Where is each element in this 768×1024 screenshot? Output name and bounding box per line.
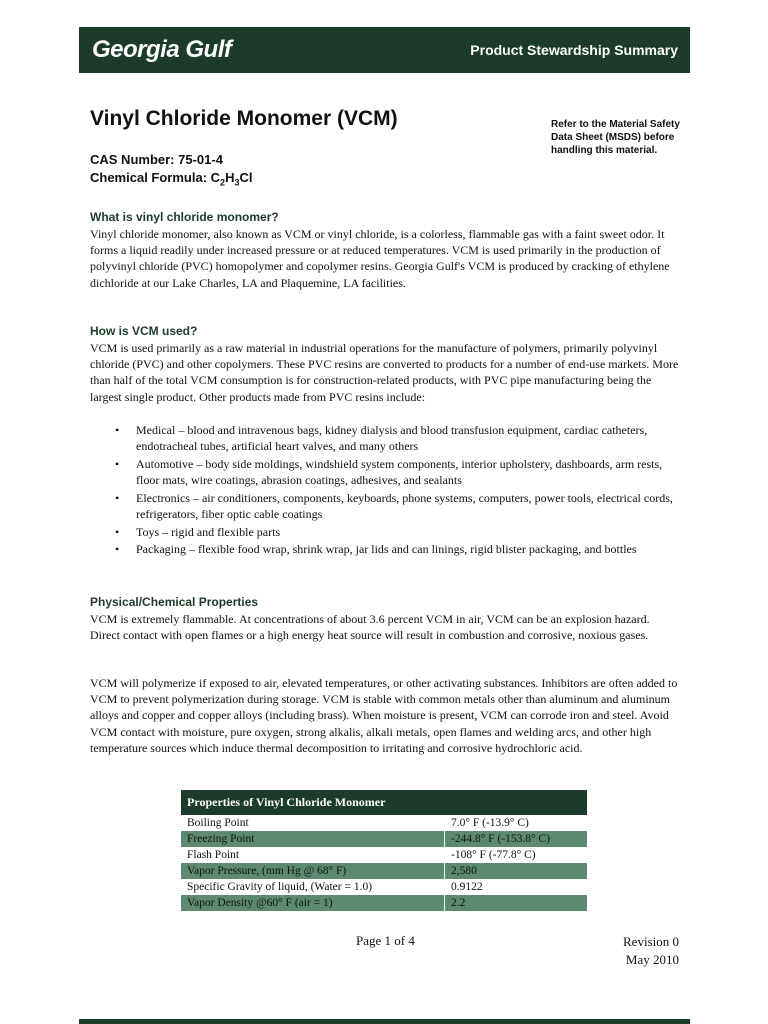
bullet-icon: • [115,423,120,437]
list-item-text: Automotive – body side moldings, windshield system components, interior upholstery, dashboards, arm rests, floor mats, wire coatings, abrasion coatings, adhesives, and sealants [136,456,663,488]
list-item [90,456,680,488]
formula-rest: Cl [239,170,253,185]
section-heading-what: What is vinyl chloride monomer? [90,210,279,224]
cas-number: CAS Number: 75-01-4 [90,152,223,167]
table-row [181,895,587,911]
table-row [181,831,587,847]
document-title: Vinyl Chloride Monomer (VCM) [90,107,398,130]
header-title: Product Stewardship Summary [470,42,678,58]
property-value: -108° F (-77.8° C) [445,847,588,863]
section-body-physical-2: VCM will polymerize if exposed to air, elevated temperatures, or other activating substances. Inhibitors are often added to VCM to prevent polymerization during storage. VCM is stable with common metals other than aluminum and aluminum alloys and copper and copper alloys (including brass). When moisture is present, VCM can corrode iron and steel. Avoid VCM contact with moisture, pure oxygen, strong alkalis, alkali metals, open flames and welding arcs, and other high temperature sources which induce thermal decomposition to irritating and corrosive hydrochloric acid. [90,676,678,755]
table-row [181,815,587,831]
revision-date: May 2010 [625,952,679,967]
section-body-physical-1: VCM is extremely flammable. At concentrations of about 3.6 percent VCM in air, VCM can be an explosion hazard. Direct contact with open flames or a high energy heat source will result in combustion and corrosive, noxious gases. [90,612,650,643]
header-bar [79,27,690,73]
property-value: 0.9122 [445,879,588,895]
chemical-formula [90,170,252,188]
section-heading-how: How is VCM used? [90,324,198,338]
bullet-icon: • [115,542,120,557]
formula-c-sub: 2 [220,177,226,188]
formula-label: Chemical Formula: [90,170,208,185]
revision-info [623,933,679,969]
footer-divider [79,1019,690,1024]
table-row [181,863,587,879]
section-body-what: Vinyl chloride monomer, also known as VCM or vinyl chloride, is a colorless, flammable gas with a faint sweet odor. It forms a liquid readily under increased pressure or at reduced temperatures. VCM is used primarily in the production of polyvinyl chloride (PVC) homopolymer and copolymer resins. Georgia Gulf's VCM is produced by cracking of ethylene dichloride at our Lake Charles, LA and Plaquemine, LA facilities. [90,227,670,290]
table-row [181,847,587,863]
properties-table [181,790,587,911]
property-value: 2.2 [445,895,588,911]
bullet-icon: • [115,456,120,471]
list-item [90,541,680,557]
property-value: 2,580 [445,863,588,879]
table-header-row [181,790,587,815]
property-name: Boiling Point [187,817,249,829]
property-name: Flash Point [187,849,240,861]
property-value: -244.8° F (-153.8° C) [445,831,588,847]
property-name: Specific Gravity of liquid, (Water = 1.0) [187,881,373,893]
property-name: Vapor Pressure, (mm Hg @ 68° F) [181,863,445,879]
bullet-icon: • [115,524,120,539]
section-body-how: VCM is used primarily as a raw material in industrial operations for the manufacture of polymers, primarily polyvinyl chloride (PVC) and other copolymers. These PVC resins are converted to products for a number of end-use markets. More than half of the total VCM consumption is for construction-related products, with PVC pipe manufacturing being the largest single product. Other products made from PVC resins include: [90,341,679,404]
list-item [90,422,680,454]
property-value: 7.0° F (-13.9° C) [445,815,588,831]
list-item-text: Toys – rigid and flexible parts [136,524,281,539]
table-row [181,879,587,895]
page-number: Page 1 of 4 [356,933,415,948]
bullet-icon: • [115,490,120,505]
msds-note: Refer to the Material Safety Data Sheet (MSDS) before handling this material. [551,119,680,156]
list-item [90,490,680,522]
formula-c: C [210,170,221,185]
list-item [90,524,680,540]
table-title: Properties of Vinyl Chloride Monomer [181,790,587,815]
section-heading-physical: Physical/Chemical Properties [90,595,259,609]
property-name: Freezing Point [181,831,445,847]
property-name: Vapor Density @60° F (air = 1) [181,895,445,911]
formula-h: H [225,170,235,185]
revision-label: Revision 0 [623,934,679,949]
product-bullet-list [90,422,680,559]
list-item-text: Packaging – flexible food wrap, shrink wrap, jar lids and can linings, rigid blister packaging, and bottles [136,542,637,557]
formula-h-sub: 3 [234,177,240,188]
list-item-text: Medical – blood and intravenous bags, kidney dialysis and blood transfusion equipment, cardiac catheters, endotracheal tubes, artificial heart valves, and many others [136,423,648,454]
company-logo: Georgia Gulf [92,36,232,63]
list-item-text: Electronics – air conditioners, components, keyboards, phone systems, computers, power tools, electrical cords, refrigerators, fiber optic cable coatings [136,490,673,522]
